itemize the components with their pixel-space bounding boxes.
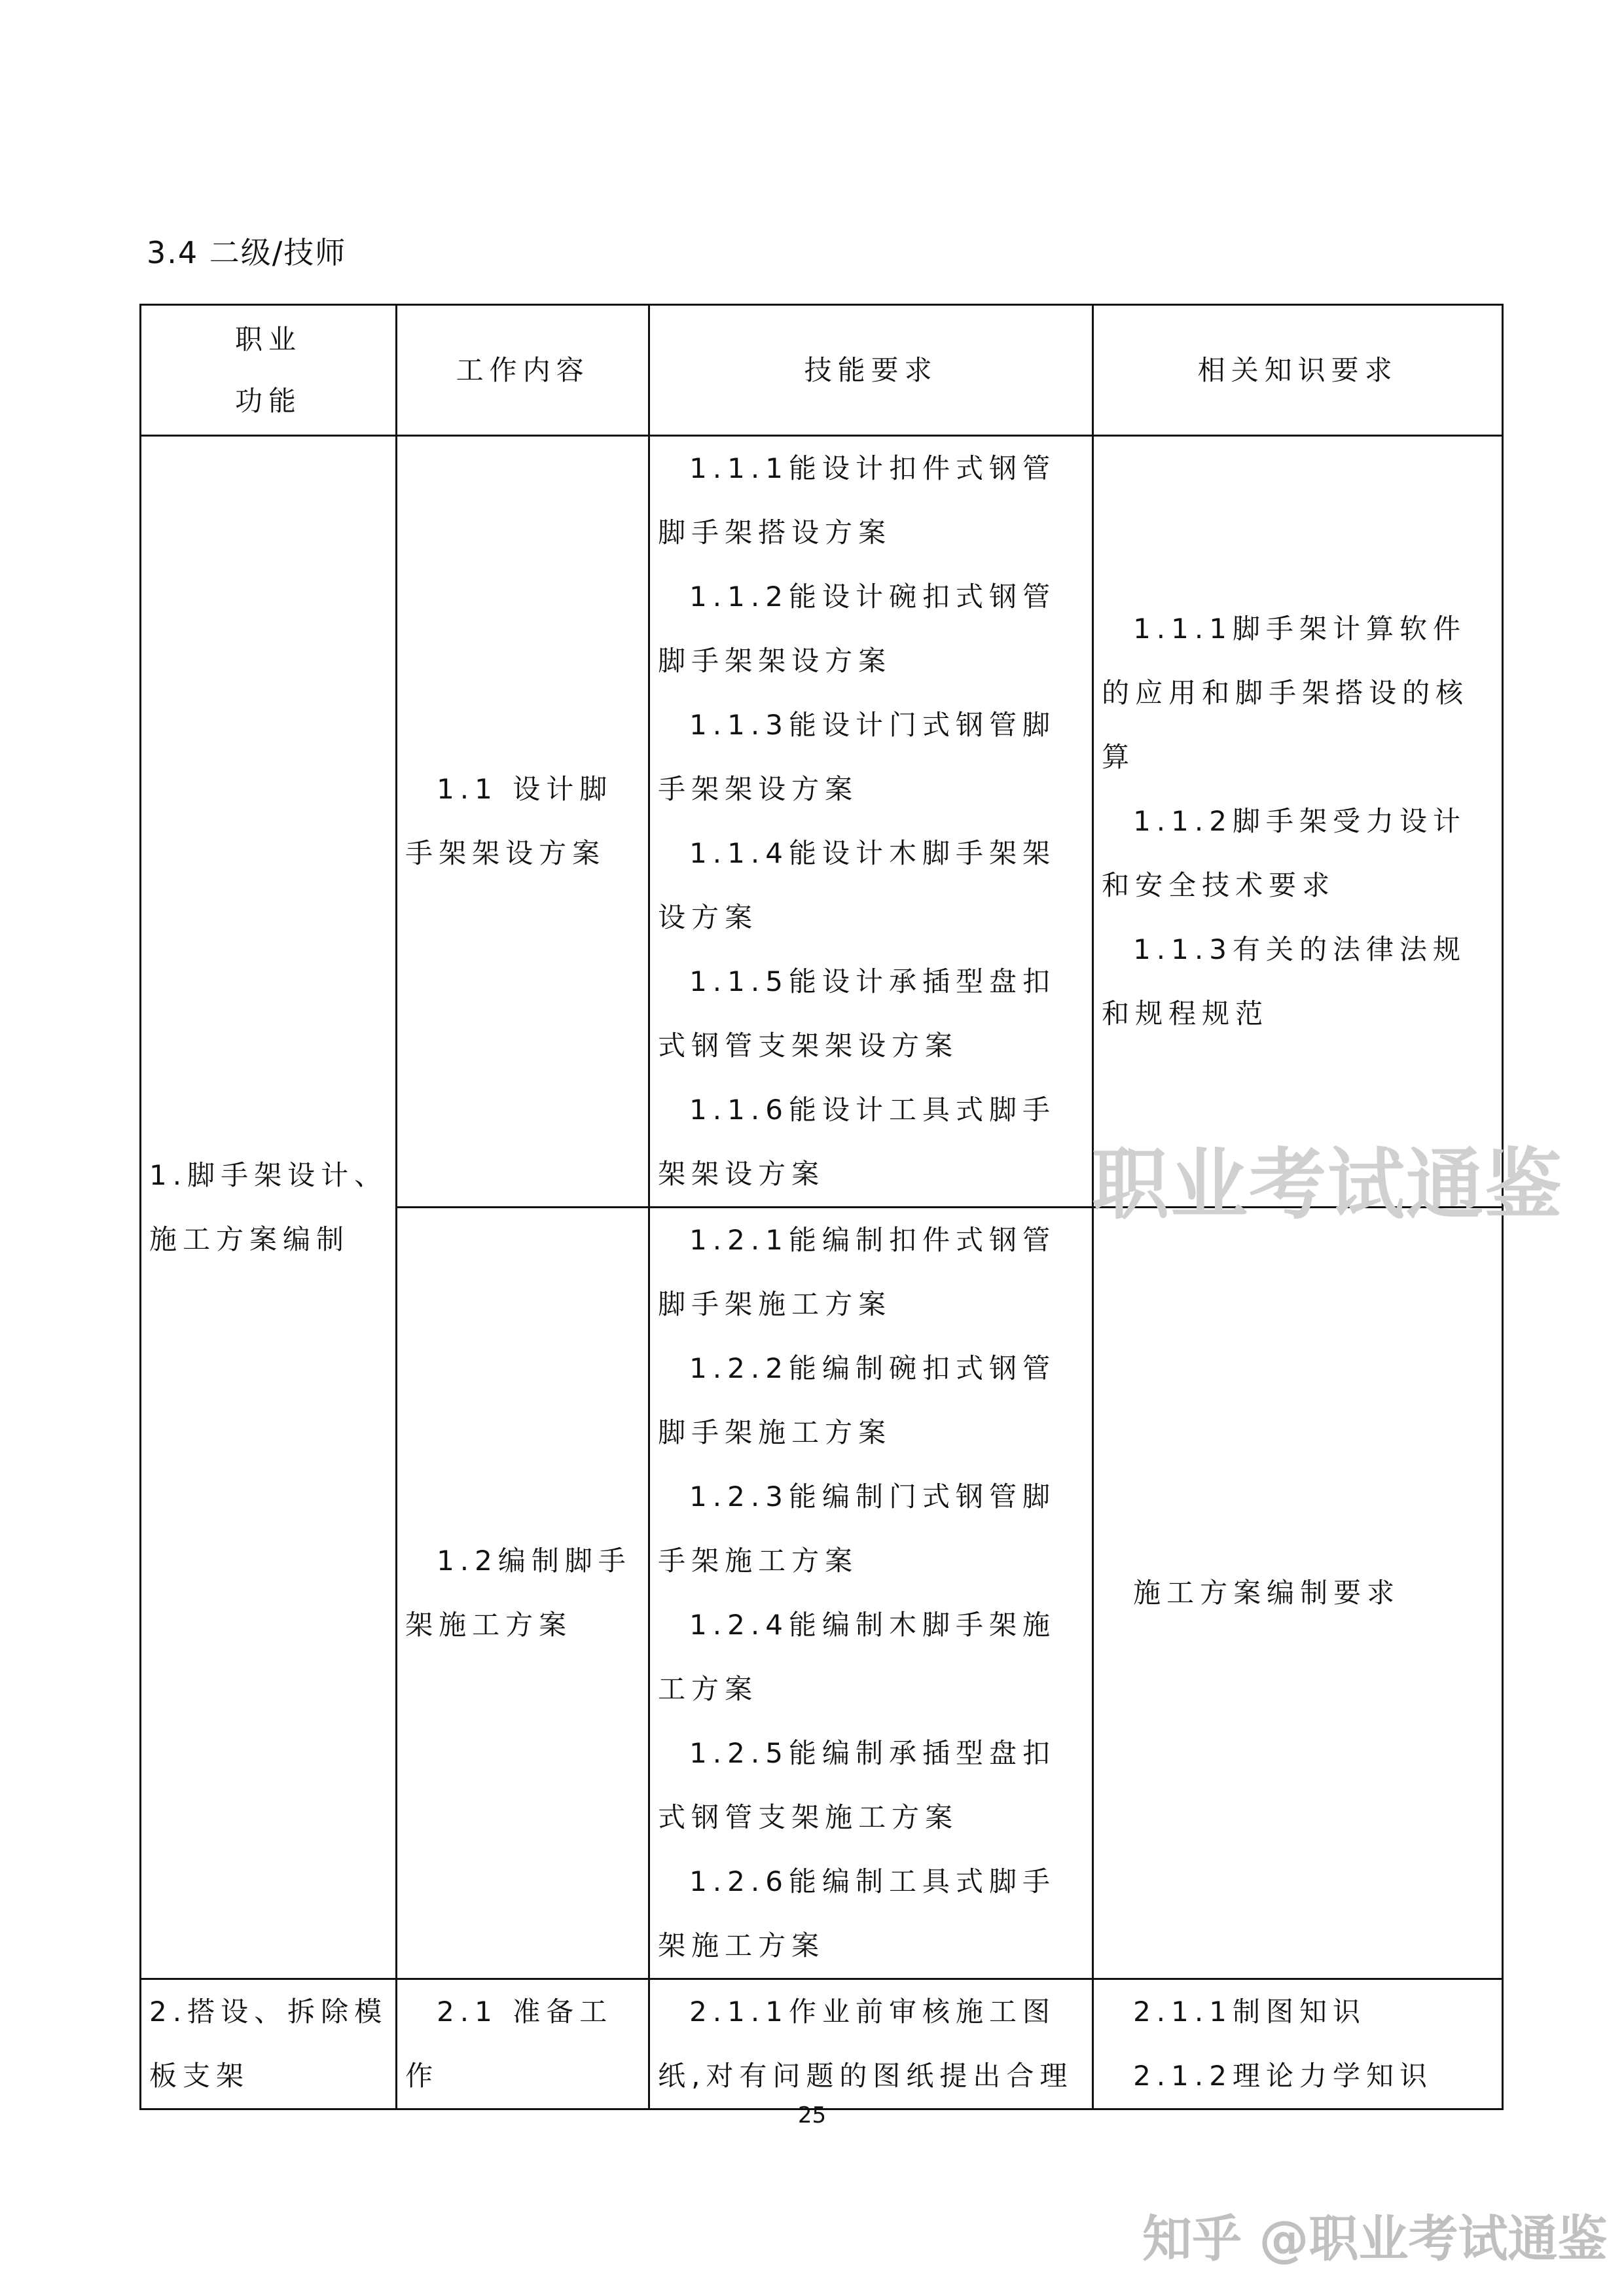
cell-line: 板支架 (149, 2060, 250, 2092)
item-line: 脚手架施工方案 (658, 1416, 892, 1448)
header-text: 职业 (235, 323, 302, 355)
item-line: 1.1.2脚手架受力设计 (1133, 805, 1466, 837)
watermark: 职业考试通鉴 (1092, 1139, 1564, 1230)
skills-cell (649, 1979, 1093, 2109)
item-line: 脚手架搭设方案 (658, 516, 892, 548)
knowledge-cell (1093, 436, 1503, 1208)
item-line: 2.1.2理论力学知识 (1133, 2060, 1433, 2092)
cell-line: 手架架设方案 (405, 837, 606, 869)
content-cell (397, 1208, 649, 1979)
item-line: 1.2.2能编制碗扣式钢管 (689, 1352, 1056, 1384)
item-line: 工方案 (658, 1673, 759, 1705)
header-knowledge (1093, 305, 1503, 436)
item-line: 1.2.4能编制木脚手架施 (689, 1609, 1056, 1641)
item-line: 式钢管支架施工方案 (658, 1801, 959, 1833)
footer-watermark: 知乎 @职业考试通鉴 (1142, 2210, 1608, 2268)
item-line: 设方案 (658, 901, 759, 933)
item-line: 和规程规范 (1102, 997, 1269, 1030)
item-line: 1.2.6能编制工具式脚手 (689, 1865, 1056, 1897)
item-line: 1.1.4能设计木脚手架架 (689, 837, 1056, 869)
item-line: 纸,对有问题的图纸提出合理 (658, 2060, 1074, 2092)
cell-line: 2.搭设、拆除模 (149, 1996, 388, 2028)
item-line: 脚手架架设方案 (658, 645, 892, 677)
header-function (141, 305, 397, 436)
skills-cell (649, 436, 1093, 1208)
table-header-row (141, 305, 1503, 436)
item-line: 式钢管支架架设方案 (658, 1030, 959, 1062)
item-line: 和安全技术要求 (1102, 869, 1336, 901)
item-line: 1.2.3能编制门式钢管脚 (689, 1480, 1056, 1513)
item-line: 1.1.5能设计承插型盘扣 (689, 965, 1056, 997)
cell-line: 1.2编制脚手 (437, 1545, 632, 1577)
knowledge-cell (1093, 1979, 1503, 2109)
item-line: 脚手架施工方案 (658, 1288, 892, 1320)
header-content (397, 305, 649, 436)
item-line: 2.1.1制图知识 (1133, 1996, 1366, 2028)
content-cell (397, 436, 649, 1208)
item-line: 算 (1102, 741, 1136, 773)
cell-line: 架施工方案 (405, 1609, 573, 1641)
section-heading: 3.4 二级/技师 (147, 235, 347, 270)
item-line: 1.1.1能设计扣件式钢管 (689, 452, 1056, 484)
item-line: 1.1.3有关的法律法规 (1133, 933, 1466, 965)
item-line: 1.1.1脚手架计算软件 (1133, 613, 1466, 645)
item-line: 施工方案编制要求 (1133, 1577, 1401, 1609)
item-line: 手架施工方案 (658, 1545, 859, 1577)
item-line: 1.1.3能设计门式钢管脚 (689, 709, 1056, 741)
page-number: 25 (797, 2102, 827, 2128)
cell-line: 作 (405, 2060, 439, 2092)
cell-line: 1.脚手架设计、 (149, 1158, 388, 1191)
content-cell (397, 1979, 649, 2109)
function-cell (141, 436, 397, 1979)
cell-line: 2.1 准备工 (437, 1996, 613, 2028)
skills-cell (649, 1208, 1093, 1979)
item-line: 架架设方案 (658, 1158, 825, 1190)
cell-line: 1.1 设计脚 (437, 773, 613, 805)
header-text: 技能要求 (804, 353, 938, 386)
header-text: 工作内容 (456, 353, 590, 386)
table-row (141, 1979, 1503, 2109)
table-row (141, 436, 1503, 1208)
header-text: 功能 (235, 384, 302, 417)
function-cell (141, 1979, 397, 2109)
item-line: 1.2.5能编制承插型盘扣 (689, 1737, 1056, 1769)
item-line: 1.1.6能设计工具式脚手 (689, 1094, 1056, 1126)
header-text: 相关知识要求 (1197, 353, 1398, 386)
cell-line: 施工方案编制 (149, 1223, 350, 1255)
header-skills (649, 305, 1093, 436)
knowledge-cell (1093, 1208, 1503, 1979)
item-line: 1.2.1能编制扣件式钢管 (689, 1224, 1056, 1256)
item-line: 架施工方案 (658, 1929, 825, 1962)
item-line: 2.1.1作业前审核施工图 (689, 1996, 1056, 2028)
item-line: 手架架设方案 (658, 773, 859, 805)
item-line: 1.1.2能设计碗扣式钢管 (689, 581, 1056, 613)
item-line: 的应用和脚手架搭设的核 (1102, 677, 1470, 709)
